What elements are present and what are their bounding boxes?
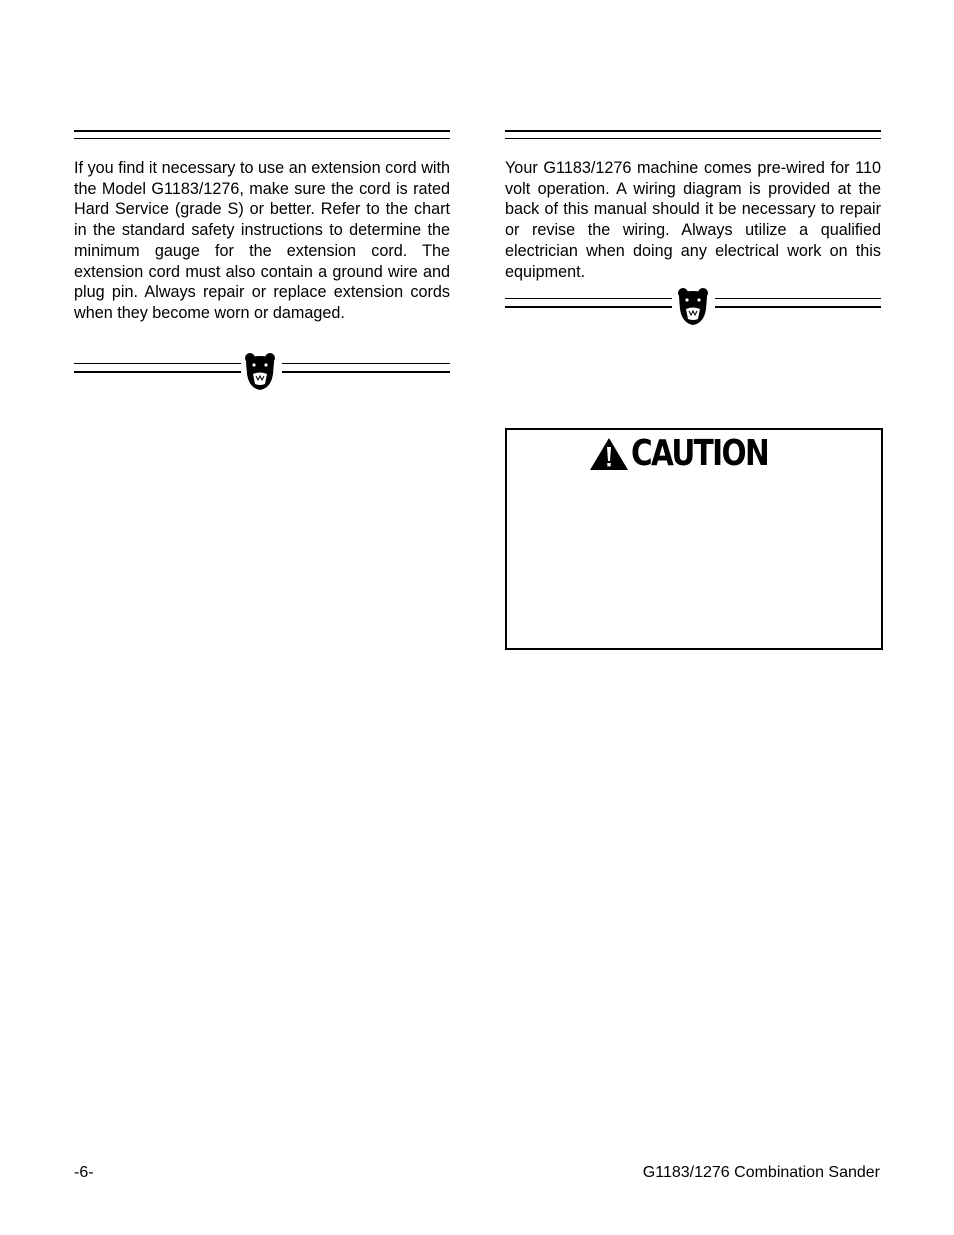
section-heading-bar (505, 130, 881, 139)
wiring-section (505, 130, 881, 282)
section-heading-bar (74, 130, 450, 139)
section-end-divider (505, 287, 881, 327)
document-title: G1183/1276 Combination Sander (642, 1164, 880, 1181)
section-title (74, 139, 450, 153)
caution-label: CAUTION (631, 433, 769, 474)
extension-cord-section (74, 130, 450, 324)
wiring-paragraph: Your G1183/1276 machine comes pre-wired for 110 volt operation. A wiring diagram is provided at the back of this manual should it be necessary to repair or revise the wiring. Always utilize a qualified electrician when doing any electrical work on this equipment. (505, 159, 881, 281)
section-title (505, 139, 881, 153)
extension-cord-paragraph: If you find it necessary to use an extension cord with the Model G1183/1276, make sure the cord is rated Hard Service (grade S) or better. Refer to the chart in the standard safety instructions to determine the minimum gauge for the extension cord. The extension cord must also contain a ground wire and plug pin. Always repair or replace extension cords when they become worn or damaged. (74, 159, 450, 322)
section-end-divider (74, 352, 450, 392)
caution-header (507, 434, 881, 474)
bear-logo-icon (675, 287, 711, 327)
warning-triangle-icon (589, 437, 629, 471)
caution-box (505, 428, 883, 650)
bear-logo-icon (242, 352, 278, 392)
page-number: -6- (74, 1164, 94, 1181)
